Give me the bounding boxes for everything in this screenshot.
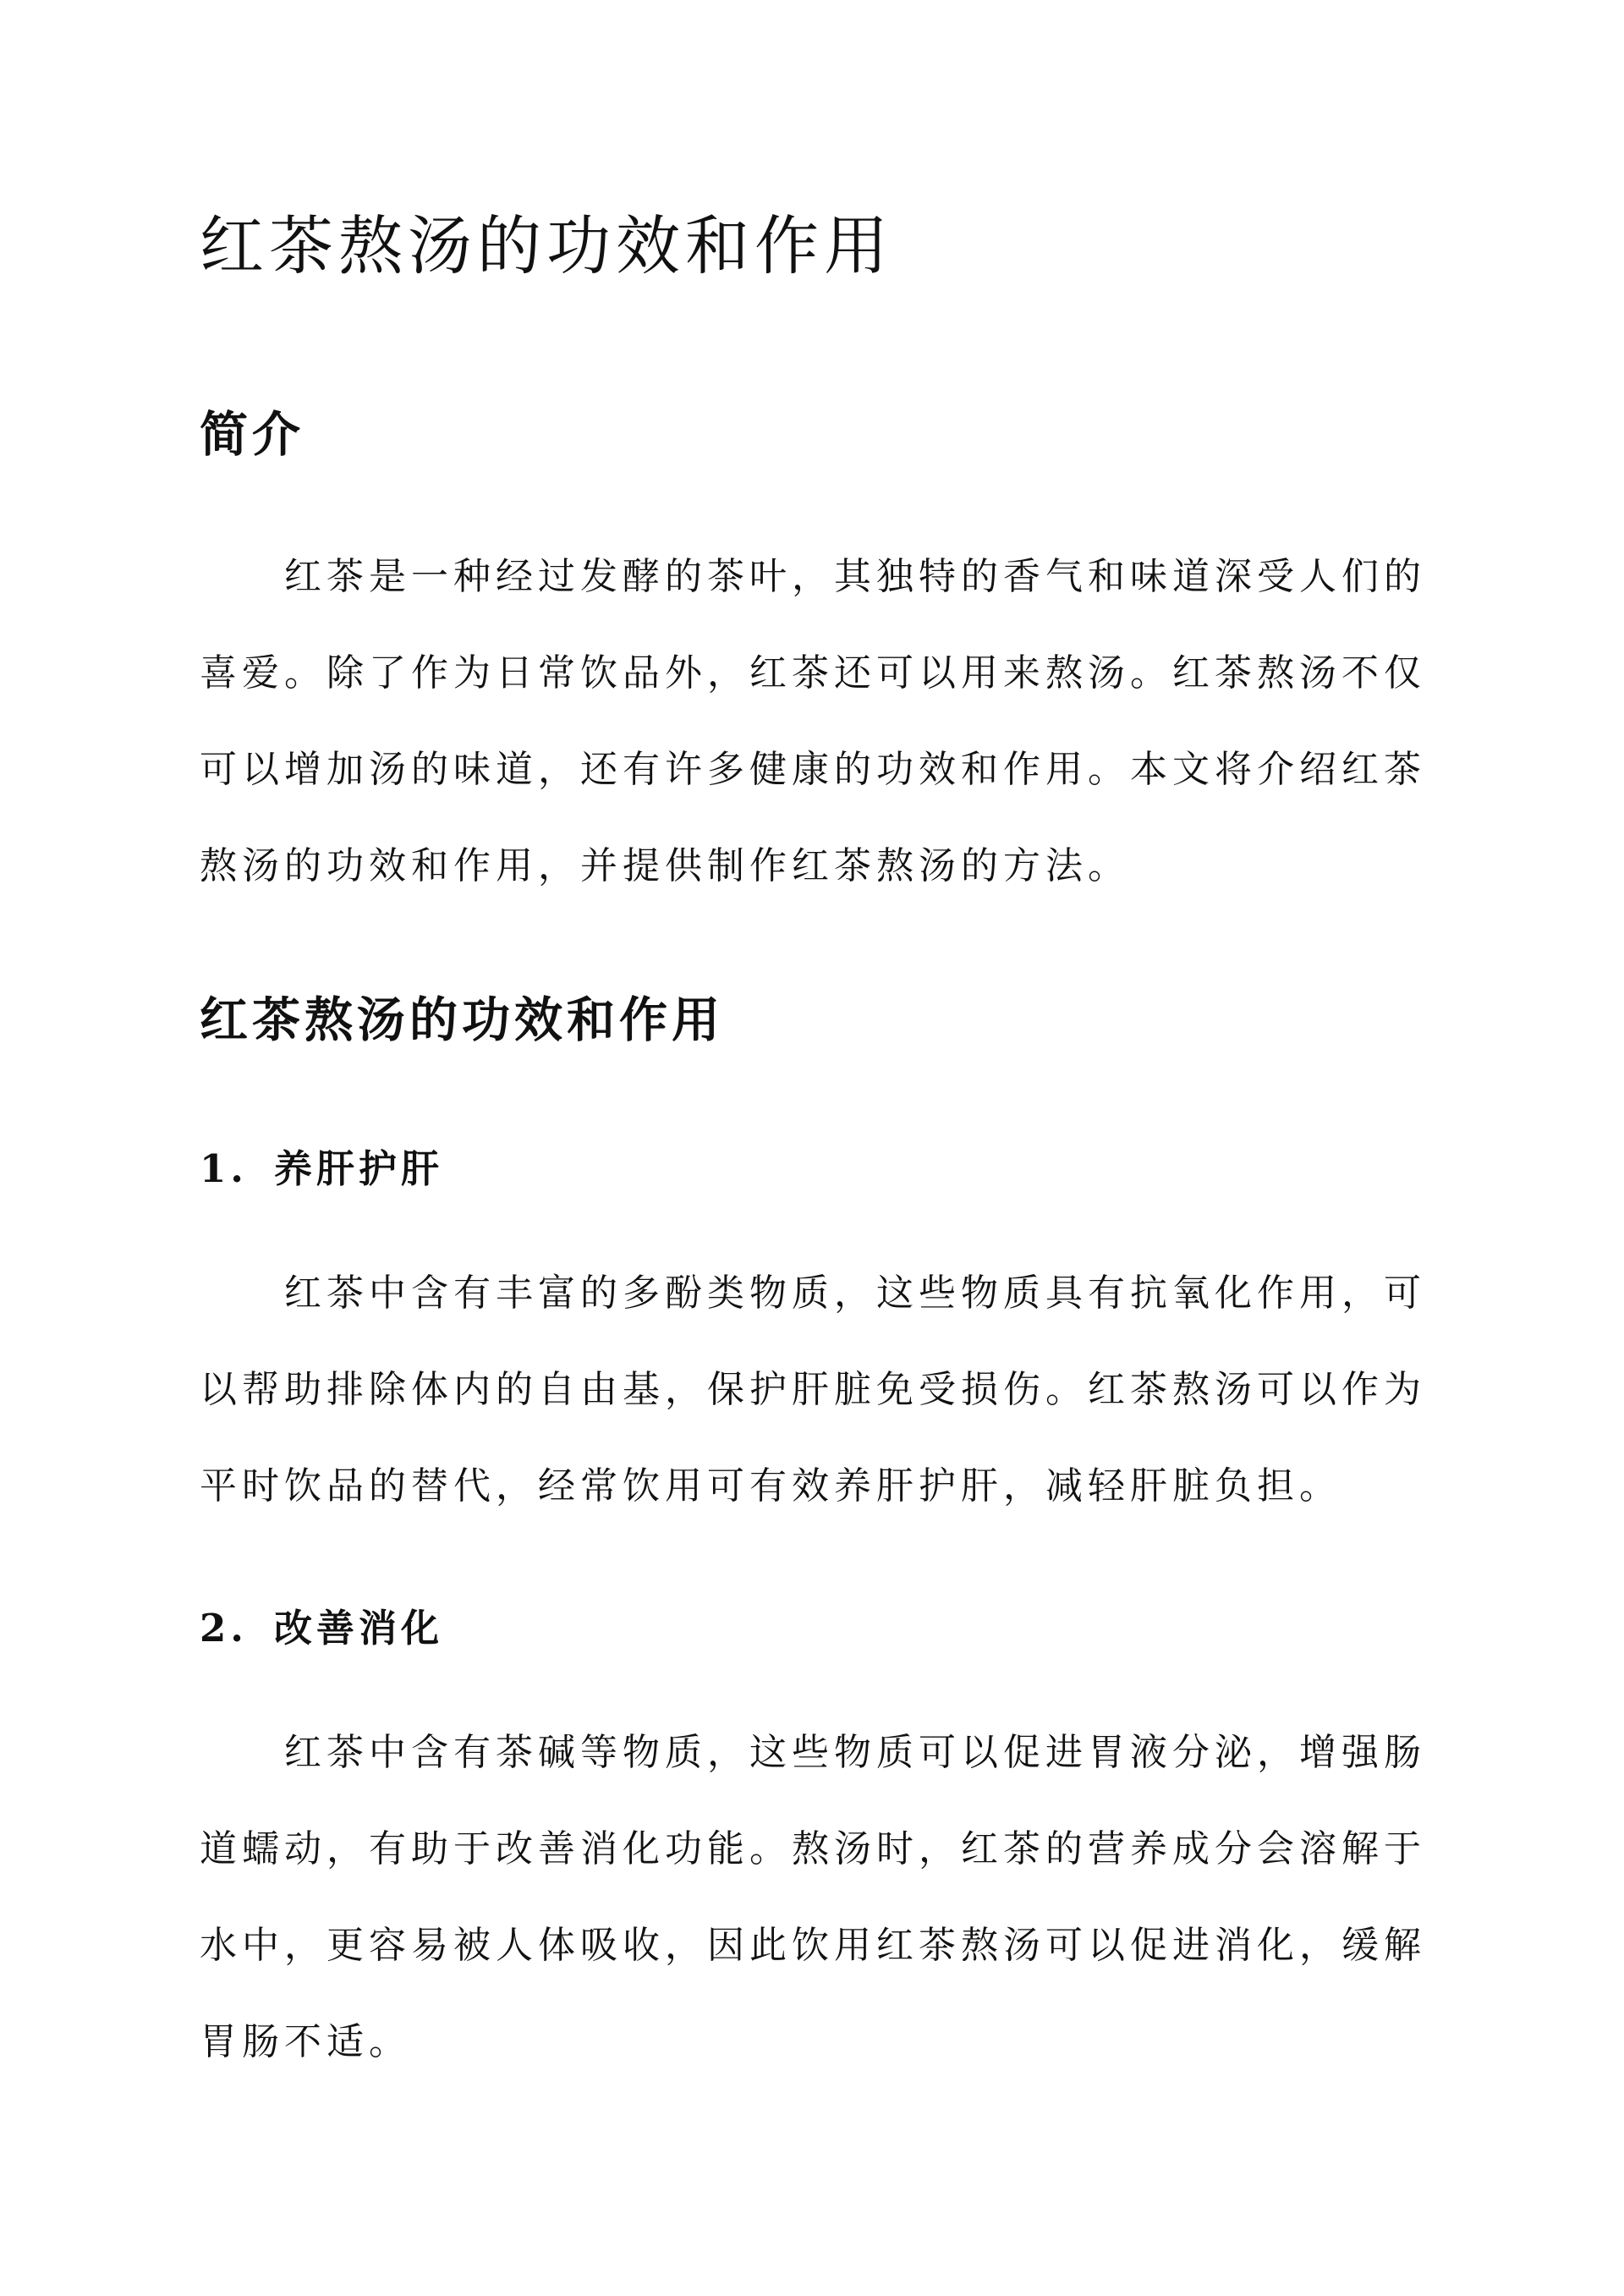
benefit-2-title: 改善消化 xyxy=(274,1606,444,1651)
intro-heading: 简介 xyxy=(200,406,304,463)
benefit-1-number: 1. xyxy=(200,1146,248,1191)
benefit-2-paragraph: 红茶中含有茶碱等物质，这些物质可以促进胃液分泌，增强肠道蠕动，有助于改善消化功能。熬汤时，红茶的营养成分会溶解于水中，更容易被人体吸收，因此饮用红茶熬汤可以促进消化，缓解胃肠不适。 xyxy=(200,1731,1426,2063)
benefit-2-heading xyxy=(200,1597,443,1652)
intro-paragraph: 红茶是一种经过发酵的茶叶，其独特的香气和味道深受人们的喜爱。除了作为日常饮品外，红茶还可以用来熬汤。红茶熬汤不仅可以增加汤的味道，还有许多健康的功效和作用。本文将介绍红茶熬汤的功效和作用，并提供制作红茶熬汤的方法。 xyxy=(200,555,1426,887)
benefits-heading: 红茶熬汤的功效和作用 xyxy=(200,991,724,1048)
benefit-1-title: 养肝护肝 xyxy=(274,1146,444,1191)
benefit-2-number: 2. xyxy=(200,1606,248,1651)
document-title: 红茶熬汤的功效和作用 xyxy=(200,208,893,283)
benefit-1-heading xyxy=(200,1138,443,1193)
benefit-1-paragraph: 红茶中含有丰富的多酚类物质，这些物质具有抗氧化作用，可以帮助排除体内的自由基，保护肝脏免受损伤。红茶熬汤可以作为平时饮品的替代，经常饮用可有效养肝护肝，减轻肝脏负担。 xyxy=(200,1272,1426,1508)
